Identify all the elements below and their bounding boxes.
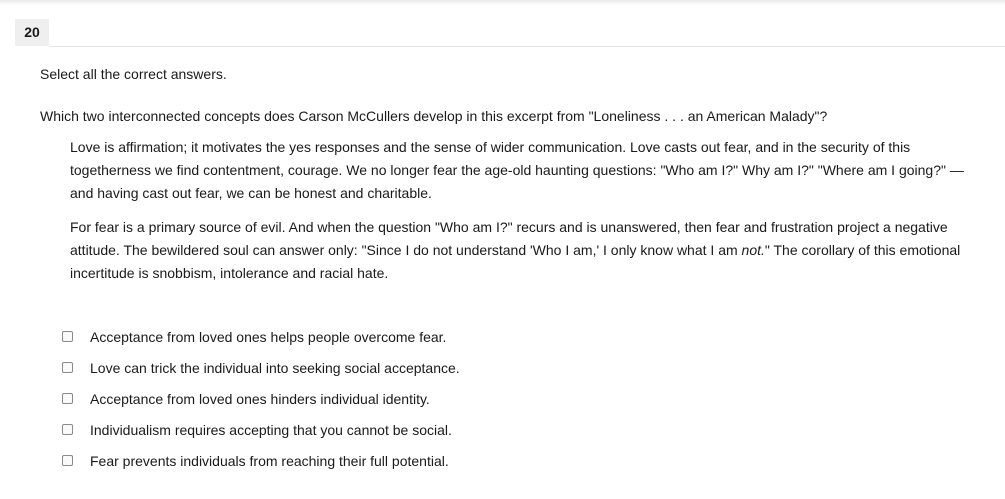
excerpt-paragraph-2-emphasis: not.	[741, 242, 765, 258]
top-divider	[0, 0, 1005, 5]
answer-checkbox[interactable]	[62, 362, 73, 373]
answer-option[interactable]	[62, 414, 762, 445]
answer-label[interactable]: Acceptance from loved ones helps people overcome fear.	[90, 328, 447, 345]
instruction-text: Select all the correct answers.	[40, 66, 227, 82]
answer-checkbox[interactable]	[62, 424, 73, 435]
answer-checkbox[interactable]	[62, 331, 73, 342]
excerpt-paragraph-1: Love is affirmation; it motivates the yes responses and the sense of wider communication. Love casts out fear, and in the security of this togetherness we find contentment, courage. We no longer fear the age-old haunting questions: "Who am I?" Why am I?" "Where am I going?" — and having cast out fear, we can be honest and charitable.	[70, 139, 964, 201]
excerpt-paragraph-2-text: For fear is a primary source of evil. And when the question "Who am I?" recurs and is unanswered, then fear and frustration project a negative attitude. The bewildered soul can answer only: "Since I do not understand 'Who I am,' I only know what I am	[70, 219, 948, 258]
answer-label[interactable]: Love can trick the individual into seeking social acceptance.	[90, 359, 460, 376]
answer-checkbox[interactable]	[62, 455, 73, 466]
answer-options	[62, 321, 762, 476]
header-divider	[49, 46, 1005, 47]
excerpt-paragraph-2	[70, 216, 975, 285]
answer-checkbox[interactable]	[62, 393, 73, 404]
answer-option[interactable]	[62, 445, 762, 476]
answer-label[interactable]: Fear prevents individuals from reaching their full potential.	[90, 452, 449, 469]
answer-label[interactable]: Individualism requires accepting that you cannot be social.	[90, 421, 452, 438]
excerpt-paragraph-2-end: " The corollary of this emotional incertitude is snobbism, intolerance and racial hate.	[70, 242, 961, 281]
answer-option[interactable]	[62, 352, 762, 383]
answer-option[interactable]	[62, 383, 762, 414]
question-prompt: Which two interconnected concepts does Carson McCullers develop in this excerpt from "Loneliness . . . an American Malady"?	[40, 108, 828, 124]
answer-option[interactable]	[62, 321, 762, 352]
answer-label[interactable]: Acceptance from loved ones hinders individual identity.	[90, 390, 430, 407]
question-number: 20	[15, 19, 49, 46]
